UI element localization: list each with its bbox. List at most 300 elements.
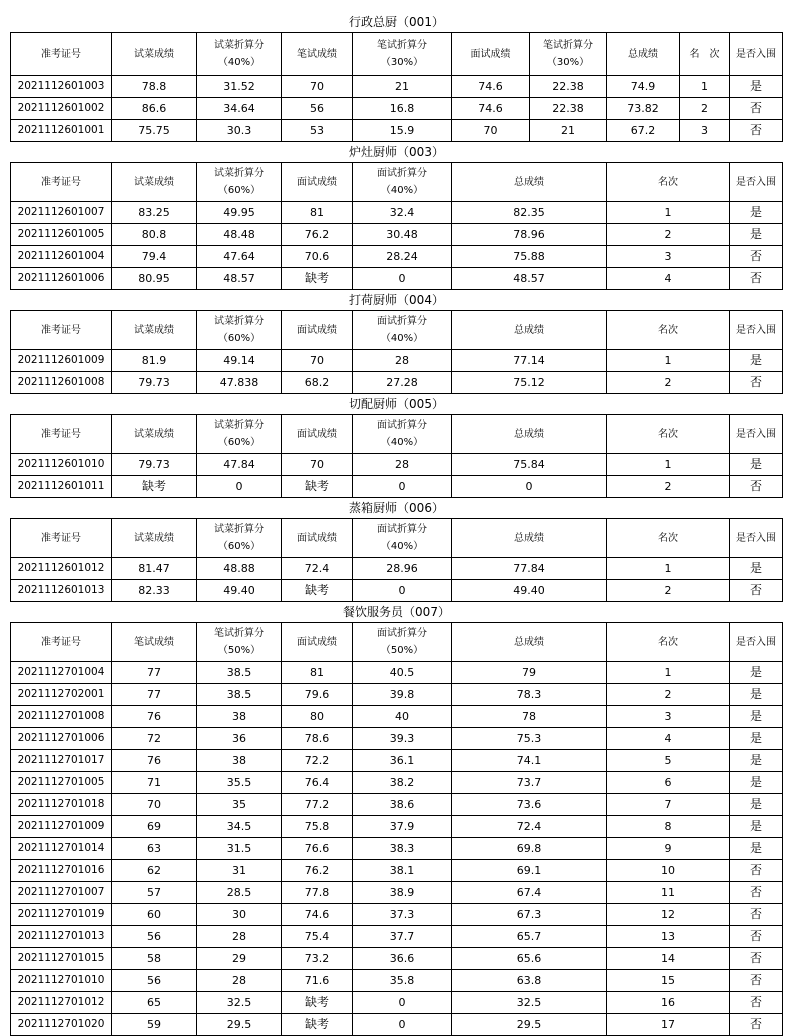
score-cell: 49.95: [197, 202, 282, 224]
score-cell: 78.3: [452, 684, 607, 706]
score-cell: 77.84: [452, 558, 607, 580]
score-cell: 缺考: [282, 476, 353, 498]
score-cell: 30: [197, 904, 282, 926]
score-cell: 35: [197, 794, 282, 816]
shortlisted-cell: 否: [730, 970, 783, 992]
score-cell: 80.95: [112, 268, 197, 290]
shortlisted-cell: 是: [730, 684, 783, 706]
exam-id-cell: 2021112701020: [11, 1014, 112, 1036]
score-cell: 73.7: [452, 772, 607, 794]
shortlisted-cell: 否: [730, 246, 783, 268]
score-cell: 49.40: [197, 580, 282, 602]
column-header: 试菜折算分 （60%）: [197, 311, 282, 350]
score-cell: 34.64: [197, 98, 282, 120]
score-cell: 68.2: [282, 372, 353, 394]
exam-id-cell: 2021112701009: [11, 816, 112, 838]
column-header: 试菜成绩: [112, 415, 197, 454]
score-cell: 80: [282, 706, 353, 728]
score-cell: 32.5: [452, 992, 607, 1014]
column-header: 面试成绩: [282, 415, 353, 454]
score-cell: 15.9: [353, 120, 452, 142]
score-cell: 1: [607, 662, 730, 684]
results-table-005: [10, 414, 783, 498]
score-cell: 76.4: [282, 772, 353, 794]
column-header: 笔试折算分 （50%）: [197, 623, 282, 662]
score-cell: 36: [197, 728, 282, 750]
shortlisted-cell: 是: [730, 838, 783, 860]
exam-id-cell: 2021112701010: [11, 970, 112, 992]
results-table-007: [10, 622, 783, 1036]
score-cell: 76.2: [282, 224, 353, 246]
exam-id-cell: 2021112701019: [11, 904, 112, 926]
column-header: 准考证号: [11, 623, 112, 662]
score-cell: 72.4: [452, 816, 607, 838]
shortlisted-cell: 是: [730, 816, 783, 838]
shortlisted-cell: 是: [730, 772, 783, 794]
score-cell: 65.6: [452, 948, 607, 970]
score-cell: 8: [607, 816, 730, 838]
score-cell: 15: [607, 970, 730, 992]
score-cell: 49.40: [452, 580, 607, 602]
table-row: [11, 246, 783, 268]
table-row: [11, 992, 783, 1014]
score-cell: 48.48: [197, 224, 282, 246]
table-row: [11, 684, 783, 706]
score-cell: 77: [112, 662, 197, 684]
score-cell: 86.6: [112, 98, 197, 120]
score-cell: 29: [197, 948, 282, 970]
exam-id-cell: 2021112701018: [11, 794, 112, 816]
score-cell: 1: [607, 350, 730, 372]
score-cell: 2: [607, 476, 730, 498]
score-cell: 65.7: [452, 926, 607, 948]
column-header: 是否入围: [730, 311, 783, 350]
score-cell: 48.88: [197, 558, 282, 580]
score-cell: 21: [353, 76, 452, 98]
section-title-003: 炉灶厨师（003）: [349, 145, 444, 159]
exam-id-cell: 2021112701013: [11, 926, 112, 948]
score-cell: 76.6: [282, 838, 353, 860]
score-cell: 74.9: [607, 76, 680, 98]
shortlisted-cell: 否: [730, 372, 783, 394]
table-row: [11, 476, 783, 498]
score-cell: 78.6: [282, 728, 353, 750]
table-row: [11, 224, 783, 246]
score-cell: 38: [197, 750, 282, 772]
column-header: 名 次: [680, 33, 730, 76]
score-cell: 16.8: [353, 98, 452, 120]
shortlisted-cell: 否: [730, 948, 783, 970]
score-cell: 31.52: [197, 76, 282, 98]
score-cell: 28: [353, 350, 452, 372]
column-header: 总成绩: [452, 311, 607, 350]
score-cell: 2: [607, 224, 730, 246]
column-header: 名次: [607, 623, 730, 662]
shortlisted-cell: 否: [730, 580, 783, 602]
score-cell: 71.6: [282, 970, 353, 992]
score-cell: 缺考: [282, 580, 353, 602]
table-row: [11, 706, 783, 728]
table-row: [11, 662, 783, 684]
score-cell: 30.3: [197, 120, 282, 142]
score-cell: 62: [112, 860, 197, 882]
score-cell: 77.2: [282, 794, 353, 816]
score-cell: 5: [607, 750, 730, 772]
score-cell: 53: [282, 120, 353, 142]
score-cell: 76: [112, 750, 197, 772]
score-cell: 31: [197, 860, 282, 882]
column-header: 面试折算分 （40%）: [353, 311, 452, 350]
score-cell: 67.3: [452, 904, 607, 926]
exam-id-cell: 2021112601009: [11, 350, 112, 372]
score-cell: 缺考: [282, 992, 353, 1014]
score-cell: 76: [112, 706, 197, 728]
table-row: [11, 816, 783, 838]
score-cell: 22.38: [530, 98, 607, 120]
column-header: 试菜成绩: [112, 311, 197, 350]
exam-id-cell: 2021112701014: [11, 838, 112, 860]
column-header: 试菜成绩: [112, 519, 197, 558]
table-row: [11, 948, 783, 970]
shortlisted-cell: 是: [730, 350, 783, 372]
column-header: 面试成绩: [282, 623, 353, 662]
score-cell: 7: [607, 794, 730, 816]
score-cell: 70: [452, 120, 530, 142]
table-row: [11, 728, 783, 750]
column-header: 总成绩: [452, 163, 607, 202]
column-header: 名次: [607, 311, 730, 350]
table-row: [11, 882, 783, 904]
table-row: [11, 750, 783, 772]
exam-id-cell: 2021112601010: [11, 454, 112, 476]
score-cell: 75.12: [452, 372, 607, 394]
column-header: 试菜成绩: [112, 163, 197, 202]
score-cell: 65: [112, 992, 197, 1014]
column-header: 准考证号: [11, 519, 112, 558]
score-cell: 35.5: [197, 772, 282, 794]
score-cell: 70: [282, 454, 353, 476]
score-cell: 81.47: [112, 558, 197, 580]
score-cell: 69.8: [452, 838, 607, 860]
column-header: 试菜折算分 （60%）: [197, 415, 282, 454]
score-cell: 38.9: [353, 882, 452, 904]
score-cell: 69: [112, 816, 197, 838]
score-cell: 28.24: [353, 246, 452, 268]
score-cell: 31.5: [197, 838, 282, 860]
exam-id-cell: 2021112701006: [11, 728, 112, 750]
score-cell: 38.5: [197, 662, 282, 684]
score-cell: 28: [197, 926, 282, 948]
score-cell: 39.3: [353, 728, 452, 750]
exam-id-cell: 2021112601012: [11, 558, 112, 580]
score-cell: 49.14: [197, 350, 282, 372]
score-cell: 67.4: [452, 882, 607, 904]
score-cell: 38: [197, 706, 282, 728]
score-cell: 21: [530, 120, 607, 142]
shortlisted-cell: 是: [730, 224, 783, 246]
table-row: [11, 558, 783, 580]
score-cell: 82.33: [112, 580, 197, 602]
score-cell: 74.6: [282, 904, 353, 926]
table-row: [11, 372, 783, 394]
score-cell: 27.28: [353, 372, 452, 394]
score-cell: 0: [353, 476, 452, 498]
score-cell: 17: [607, 1014, 730, 1036]
score-cell: 11: [607, 882, 730, 904]
score-cell: 73.6: [452, 794, 607, 816]
score-cell: 30.48: [353, 224, 452, 246]
score-cell: 75.3: [452, 728, 607, 750]
column-header: 笔试成绩: [112, 623, 197, 662]
score-cell: 0: [353, 268, 452, 290]
score-cell: 缺考: [282, 268, 353, 290]
table-row: [11, 838, 783, 860]
column-header: 试菜折算分 （40%）: [197, 33, 282, 76]
score-cell: 77: [112, 684, 197, 706]
shortlisted-cell: 否: [730, 120, 783, 142]
score-cell: 70.6: [282, 246, 353, 268]
table-row: [11, 350, 783, 372]
exam-id-cell: 2021112601004: [11, 246, 112, 268]
column-header: 面试成绩: [452, 33, 530, 76]
score-cell: 28: [197, 970, 282, 992]
exam-id-cell: 2021112701005: [11, 772, 112, 794]
results-table-004: [10, 310, 783, 394]
score-cell: 36.6: [353, 948, 452, 970]
shortlisted-cell: 否: [730, 882, 783, 904]
score-cell: 38.6: [353, 794, 452, 816]
score-cell: 71: [112, 772, 197, 794]
score-cell: 47.838: [197, 372, 282, 394]
exam-id-cell: 2021112601008: [11, 372, 112, 394]
score-cell: 4: [607, 268, 730, 290]
score-cell: 9: [607, 838, 730, 860]
shortlisted-cell: 否: [730, 98, 783, 120]
score-cell: 36.1: [353, 750, 452, 772]
score-cell: 47.64: [197, 246, 282, 268]
section-title-004: 打荷厨师（004）: [349, 293, 444, 307]
column-header: 试菜成绩: [112, 33, 197, 76]
score-cell: 75.88: [452, 246, 607, 268]
score-cell: 78.96: [452, 224, 607, 246]
score-cell: 79.6: [282, 684, 353, 706]
column-header: 试菜折算分 （60%）: [197, 519, 282, 558]
shortlisted-cell: 是: [730, 202, 783, 224]
score-cell: 74.1: [452, 750, 607, 772]
section-title-006: 蒸箱厨师（006）: [349, 501, 444, 515]
score-cell: 2: [607, 684, 730, 706]
score-cell: 81: [282, 202, 353, 224]
score-cell: 75.84: [452, 454, 607, 476]
score-cell: 32.4: [353, 202, 452, 224]
table-row: [11, 454, 783, 476]
score-cell: 76.2: [282, 860, 353, 882]
table-row: [11, 98, 783, 120]
column-header: 面试成绩: [282, 163, 353, 202]
score-cell: 1: [680, 76, 730, 98]
column-header: 准考证号: [11, 163, 112, 202]
score-cell: 70: [112, 794, 197, 816]
score-cell: 73.2: [282, 948, 353, 970]
score-cell: 79.4: [112, 246, 197, 268]
exam-id-cell: 2021112601006: [11, 268, 112, 290]
column-header: 面试折算分 （40%）: [353, 415, 452, 454]
score-cell: 67.2: [607, 120, 680, 142]
score-cell: 3: [680, 120, 730, 142]
score-cell: 39.8: [353, 684, 452, 706]
score-cell: 0: [353, 1014, 452, 1036]
score-cell: 0: [452, 476, 607, 498]
score-cell: 75.8: [282, 816, 353, 838]
exam-id-cell: 2021112601011: [11, 476, 112, 498]
shortlisted-cell: 是: [730, 76, 783, 98]
score-cell: 59: [112, 1014, 197, 1036]
shortlisted-cell: 否: [730, 904, 783, 926]
header-row: [11, 623, 783, 662]
score-cell: 2: [607, 580, 730, 602]
exam-id-cell: 2021112601013: [11, 580, 112, 602]
exam-id-cell: 2021112601002: [11, 98, 112, 120]
column-header: 是否入围: [730, 415, 783, 454]
score-cell: 37.9: [353, 816, 452, 838]
score-cell: 6: [607, 772, 730, 794]
score-cell: 77.14: [452, 350, 607, 372]
table-row: [11, 120, 783, 142]
section-title-001: 行政总厨（001）: [349, 15, 444, 29]
header-row: [11, 519, 783, 558]
column-header: 笔试折算分 （30%）: [530, 33, 607, 76]
score-cell: 80.8: [112, 224, 197, 246]
score-cell: 81: [282, 662, 353, 684]
score-cell: 0: [197, 476, 282, 498]
score-cell: 56: [112, 926, 197, 948]
score-cell: 38.2: [353, 772, 452, 794]
score-cell: 1: [607, 558, 730, 580]
score-cell: 58: [112, 948, 197, 970]
score-cell: 77.8: [282, 882, 353, 904]
score-cell: 13: [607, 926, 730, 948]
score-cell: 74.6: [452, 98, 530, 120]
score-cell: 1: [607, 202, 730, 224]
results-table-003: [10, 162, 783, 290]
column-header: 总成绩: [607, 33, 680, 76]
column-header: 笔试折算分 （30%）: [353, 33, 452, 76]
column-header: 面试折算分 （50%）: [353, 623, 452, 662]
header-row: [11, 311, 783, 350]
exam-id-cell: 2021112701016: [11, 860, 112, 882]
table-row: [11, 904, 783, 926]
column-header: 面试成绩: [282, 311, 353, 350]
exam-id-cell: 2021112601003: [11, 76, 112, 98]
column-header: 总成绩: [452, 623, 607, 662]
shortlisted-cell: 否: [730, 860, 783, 882]
score-cell: 78.8: [112, 76, 197, 98]
score-cell: 79.73: [112, 454, 197, 476]
score-cell: 70: [282, 350, 353, 372]
score-cell: 1: [607, 454, 730, 476]
results-table-006: [10, 518, 783, 602]
column-header: 总成绩: [452, 519, 607, 558]
exam-id-cell: 2021112701004: [11, 662, 112, 684]
shortlisted-cell: 否: [730, 992, 783, 1014]
score-cell: 78: [452, 706, 607, 728]
score-cell: 56: [282, 98, 353, 120]
score-cell: 72.2: [282, 750, 353, 772]
score-cell: 47.84: [197, 454, 282, 476]
score-cell: 缺考: [112, 476, 197, 498]
table-row: [11, 860, 783, 882]
score-cell: 0: [353, 580, 452, 602]
header-row: [11, 163, 783, 202]
score-cell: 29.5: [197, 1014, 282, 1036]
score-cell: 72.4: [282, 558, 353, 580]
score-cell: 28.5: [197, 882, 282, 904]
score-cell: 73.82: [607, 98, 680, 120]
shortlisted-cell: 否: [730, 476, 783, 498]
column-header: 是否入围: [730, 623, 783, 662]
score-cell: 48.57: [452, 268, 607, 290]
shortlisted-cell: 否: [730, 268, 783, 290]
results-table-001: [10, 32, 783, 142]
score-cell: 70: [282, 76, 353, 98]
score-cell: 38.5: [197, 684, 282, 706]
score-cell: 48.57: [197, 268, 282, 290]
column-header: 准考证号: [11, 311, 112, 350]
shortlisted-cell: 是: [730, 794, 783, 816]
column-header: 笔试成绩: [282, 33, 353, 76]
score-cell: 57: [112, 882, 197, 904]
section-title-007: 餐饮服务员（007）: [343, 605, 450, 619]
shortlisted-cell: 否: [730, 1014, 783, 1036]
table-row: [11, 580, 783, 602]
score-cell: 72: [112, 728, 197, 750]
section-title-005: 切配厨师（005）: [349, 397, 444, 411]
score-cell: 35.8: [353, 970, 452, 992]
table-row: [11, 970, 783, 992]
score-cell: 56: [112, 970, 197, 992]
score-cell: 28: [353, 454, 452, 476]
score-cell: 10: [607, 860, 730, 882]
score-cell: 75.4: [282, 926, 353, 948]
column-header: 总成绩: [452, 415, 607, 454]
exam-id-cell: 2021112701015: [11, 948, 112, 970]
score-cell: 37.7: [353, 926, 452, 948]
score-cell: 74.6: [452, 76, 530, 98]
column-header: 试菜折算分 （60%）: [197, 163, 282, 202]
score-cell: 63.8: [452, 970, 607, 992]
exam-id-cell: 2021112702001: [11, 684, 112, 706]
score-cell: 69.1: [452, 860, 607, 882]
score-cell: 4: [607, 728, 730, 750]
score-cell: 34.5: [197, 816, 282, 838]
header-row: [11, 33, 783, 76]
score-cell: 28.96: [353, 558, 452, 580]
shortlisted-cell: 是: [730, 558, 783, 580]
table-row: [11, 794, 783, 816]
table-row: [11, 76, 783, 98]
column-header: 面试折算分 （40%）: [353, 163, 452, 202]
exam-id-cell: 2021112701007: [11, 882, 112, 904]
score-cell: 12: [607, 904, 730, 926]
shortlisted-cell: 是: [730, 454, 783, 476]
column-header: 面试折算分 （40%）: [353, 519, 452, 558]
exam-id-cell: 2021112701012: [11, 992, 112, 1014]
score-cell: 29.5: [452, 1014, 607, 1036]
table-row: [11, 202, 783, 224]
column-header: 面试成绩: [282, 519, 353, 558]
shortlisted-cell: 是: [730, 662, 783, 684]
column-header: 是否入围: [730, 163, 783, 202]
